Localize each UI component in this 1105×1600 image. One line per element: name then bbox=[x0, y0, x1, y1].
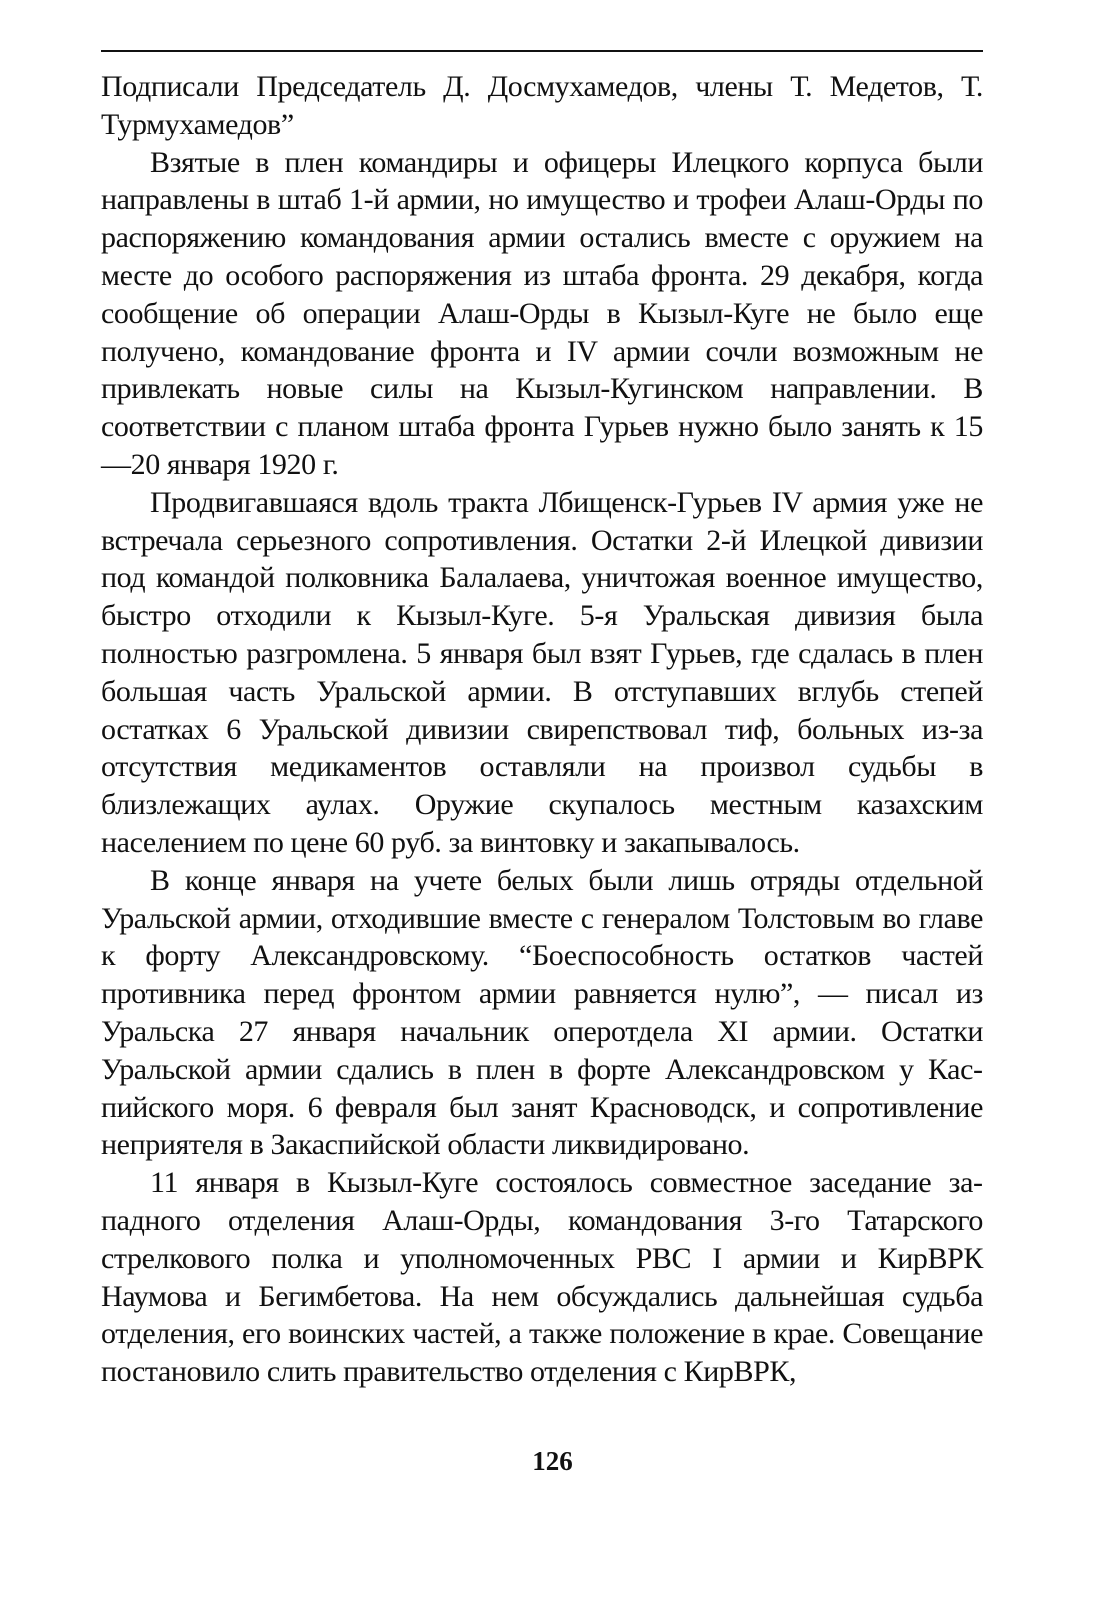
paragraph-end-of-january: В конце января на учете белых были лишь отряды отдельной Уральской армии, отходившие вместе с генералом Толстовым во главе к форту Александровскому. “Боеспособность остатков частей противника перед фронтом армии равняется нулю”, — писал из Уральска 27 января начальник оперотдела XI армии. Остатки Уральской армии сдались в плен в форте Александровском у Каспийского моря. 6 февраля был занят Красноводск, и сопротивление неприятеля в Закаспийской области ликвидировано. bbox=[101, 863, 983, 1162]
paragraph-january-eleven-meeting: 11 января в Кызыл-Куге состоялось совместное заседание западного отделения Алаш-Орды, командования 3-го Татарского стрелкового полка и уполномоченных РВС I армии и КирВРК Наумова и Бегимбетова. На нем обсуждались дальнейшая судьба отделения, его воинских частей, а также положение в крае. Совещание постановило слить правительство отделения с КирВРК, bbox=[101, 1166, 983, 1389]
paragraph-fourth-army-advance: Продвигавшаяся вдоль тракта Лбищенск-Гурьев IV армия уже не встречала серьезного сопротивления. Остатки 2-й Илецкой дивизии под командой полковника Балалаева, уничтожая военное имущество, быстро отходили к Кызыл-Куге. 5-я Уральская дивизия была полностью разгромлена. 5 января был взят Гурьев, где сдалась в плен большая часть Уральской армии. В отступавших вглубь степей остатках 6 Уральской дивизии свирепствовал тиф, больных из-за отсутствия медикаментов оставляли на произвол судьбы в близлежащих аулах. Оружие скупалось местным казахским населением по цене 60 руб. за винтовку и закапывалось. bbox=[101, 485, 983, 859]
body-text bbox=[101, 68, 983, 1391]
header-rule bbox=[101, 50, 983, 52]
paragraph-signatories: Подписали Председатель Д. Досмухамедов, члены Т. Медетов, Т. Турмухамедов” bbox=[101, 70, 983, 141]
paragraph-captured-officers: Взятые в плен командиры и офицеры Илецкого корпуса были направлены в штаб 1-й армии, но имущество и трофеи Алаш-Орды по распоряжению командования армии остались вместе с оружием на месте до особого распоряжения из штаба фронта. 29 декабря, когда сообщение об операции Алаш-Орды в Кызыл-Куге не было еще получено, командование фронта и IV армии сочли возможным не привлекать новые силы на Кызыл-Кугинском направлении. В соответствии с планом штаба фронта Гурьев нужно было занять к 15—20 января 1920 г. bbox=[101, 145, 983, 481]
page-number: 126 bbox=[532, 1446, 573, 1476]
